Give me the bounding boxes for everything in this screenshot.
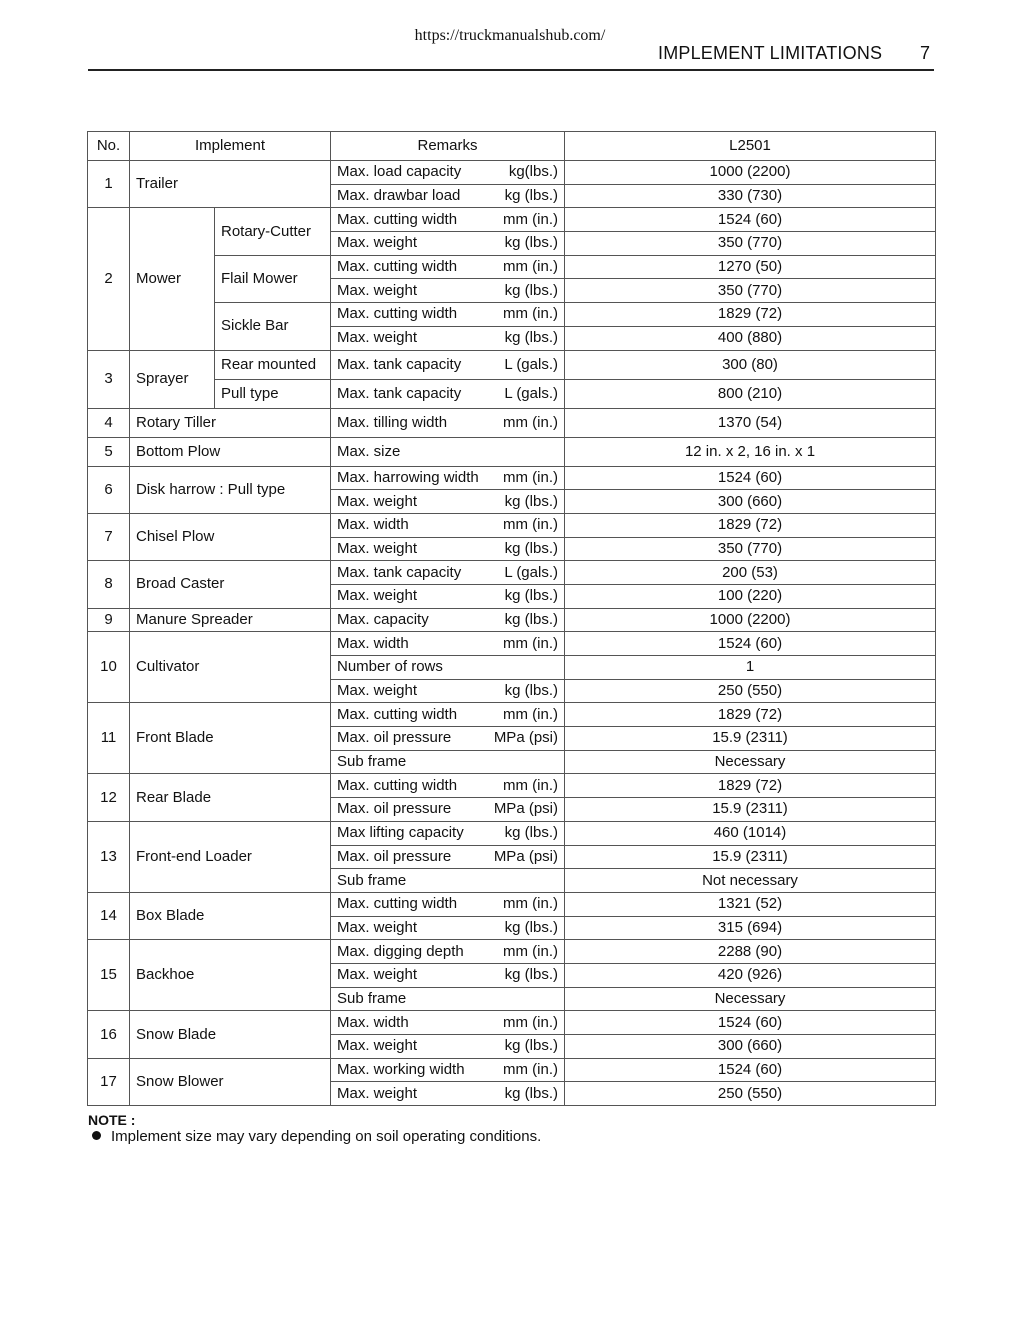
limit-value: 350 (770) (565, 279, 936, 303)
remark-label: Max lifting capacity (337, 824, 464, 842)
remark-label: Max. weight (337, 539, 418, 557)
remark-cell (331, 161, 565, 185)
item-number: 15 (88, 940, 130, 1011)
remark-label: Max. width (337, 634, 409, 652)
implement-name: Snow Blade (130, 1011, 331, 1058)
limit-value: 315 (694) (565, 916, 936, 940)
limit-value: 300 (80) (565, 350, 936, 379)
remark-label: Max. tank capacity (337, 384, 462, 402)
implement-name: Front-end Loader (130, 821, 331, 892)
remark-label: Max. weight (337, 492, 418, 510)
remark-label: Max. cutting width (337, 895, 458, 913)
remark-unit: MPa (psi) (493, 800, 558, 818)
remark-unit: kg (lbs.) (504, 610, 558, 628)
remark-cell (331, 1035, 565, 1059)
remark-cell (331, 208, 565, 232)
remark-cell (331, 255, 565, 279)
item-number: 9 (88, 608, 130, 632)
remark-cell (331, 632, 565, 656)
table-row (88, 379, 936, 408)
remark-cell (331, 656, 565, 680)
remark-label: Max. tank capacity (337, 355, 462, 373)
note-item (92, 1128, 541, 1145)
item-number: 2 (88, 208, 130, 350)
remark-label: Max. working width (337, 1061, 465, 1079)
remark-label: Max. cutting width (337, 258, 458, 276)
bullet-icon (92, 1131, 101, 1140)
remark-cell (331, 513, 565, 537)
remark-unit: mm (in.) (503, 634, 558, 652)
remark-label: Max. weight (337, 329, 418, 347)
remark-cell (331, 350, 565, 379)
table-row (88, 208, 936, 232)
implement-name: Trailer (130, 161, 331, 208)
limit-value: 15.9 (2311) (565, 727, 936, 751)
limit-value: 1000 (2200) (565, 608, 936, 632)
limit-value: 2288 (90) (565, 940, 936, 964)
remark-label: Max. weight (337, 682, 418, 700)
implement-subtype: Flail Mower (215, 255, 331, 302)
remark-cell (331, 940, 565, 964)
limit-value: 1321 (52) (565, 892, 936, 916)
limit-value: 1829 (72) (565, 303, 936, 327)
remark-cell (331, 466, 565, 490)
remark-label: Max. tilling width (337, 413, 448, 431)
limit-value: 1829 (72) (565, 703, 936, 727)
item-number: 6 (88, 466, 130, 513)
implement-subtype: Rotary-Cutter (215, 208, 331, 255)
limit-value: 1524 (60) (565, 1058, 936, 1082)
limit-value: 350 (770) (565, 537, 936, 561)
remark-unit: L (gals.) (504, 563, 558, 581)
col-header-implement: Implement (130, 132, 331, 161)
remark-cell (331, 916, 565, 940)
remark-unit: mm (in.) (503, 413, 558, 431)
remark-unit: kg (lbs.) (504, 539, 558, 557)
remark-cell (331, 490, 565, 514)
remark-cell (331, 798, 565, 822)
remark-unit: kg (lbs.) (504, 918, 558, 936)
remark-unit: L (gals.) (504, 355, 558, 373)
remark-unit: kg (lbs.) (504, 824, 558, 842)
implement-name: Manure Spreader (130, 608, 331, 632)
remark-cell (331, 584, 565, 608)
remark-unit: mm (in.) (503, 1013, 558, 1031)
item-number: 1 (88, 161, 130, 208)
remark-unit: kg (lbs.) (504, 682, 558, 700)
remark-unit: mm (in.) (503, 705, 558, 723)
remark-unit: mm (in.) (503, 468, 558, 486)
remark-label: Max. cutting width (337, 305, 458, 323)
remark-cell (331, 750, 565, 774)
remark-unit: mm (in.) (503, 942, 558, 960)
item-number: 17 (88, 1058, 130, 1105)
remark-label: Max. weight (337, 587, 418, 605)
table-row (88, 703, 936, 727)
remark-unit: kg (lbs.) (504, 966, 558, 984)
table-row (88, 940, 936, 964)
limit-value: 1000 (2200) (565, 161, 936, 185)
table-row (88, 1011, 936, 1035)
remark-label: Max. weight (337, 1084, 418, 1102)
table-row (88, 513, 936, 537)
implement-name: Backhoe (130, 940, 331, 1011)
implement-name: Chisel Plow (130, 513, 331, 560)
remark-cell (331, 892, 565, 916)
table-row (88, 561, 936, 585)
limit-value: 1829 (72) (565, 513, 936, 537)
remark-unit: mm (in.) (503, 1061, 558, 1079)
item-number: 13 (88, 821, 130, 892)
limit-value: 460 (1014) (565, 821, 936, 845)
implement-name: Disk harrow : Pull type (130, 466, 331, 513)
limit-value: 350 (770) (565, 232, 936, 256)
remark-label: Max. oil pressure (337, 800, 452, 818)
table-header-row (88, 132, 936, 161)
remark-unit: mm (in.) (503, 776, 558, 794)
implement-name: Rotary Tiller (130, 408, 331, 437)
remark-unit: mm (in.) (503, 258, 558, 276)
item-number: 5 (88, 437, 130, 466)
remark-label: Max. width (337, 1013, 409, 1031)
remark-cell (331, 232, 565, 256)
remark-cell (331, 437, 565, 466)
table-row (88, 161, 936, 185)
remark-label: Max. cutting width (337, 705, 458, 723)
table-row (88, 408, 936, 437)
implement-subtype: Sickle Bar (215, 303, 331, 350)
remark-cell (331, 703, 565, 727)
implement-limitations-table (87, 131, 936, 1106)
remark-unit: kg (lbs.) (504, 587, 558, 605)
limit-value: 1829 (72) (565, 774, 936, 798)
remark-unit: kg(lbs.) (508, 163, 558, 181)
col-header-remarks: Remarks (331, 132, 565, 161)
remark-cell (331, 379, 565, 408)
table-row (88, 1058, 936, 1082)
remark-label: Max. cutting width (337, 776, 458, 794)
implement-name: Front Blade (130, 703, 331, 774)
item-number: 7 (88, 513, 130, 560)
item-number: 11 (88, 703, 130, 774)
implement-name: Box Blade (130, 892, 331, 939)
remark-label: Sub frame (337, 753, 407, 771)
remark-cell (331, 279, 565, 303)
limit-value: 250 (550) (565, 679, 936, 703)
item-number: 3 (88, 350, 130, 408)
remark-label: Max. tank capacity (337, 563, 462, 581)
remark-label: Max. weight (337, 281, 418, 299)
remark-unit: mm (in.) (503, 516, 558, 534)
limit-value: 300 (660) (565, 490, 936, 514)
remark-cell (331, 303, 565, 327)
limit-value: 1524 (60) (565, 208, 936, 232)
remark-label: Max. weight (337, 918, 418, 936)
remark-cell (331, 184, 565, 208)
col-header-no: No. (88, 132, 130, 161)
remark-unit: L (gals.) (504, 384, 558, 402)
page-number: 7 (920, 43, 931, 63)
table-row (88, 437, 936, 466)
implement-subtype: Pull type (215, 379, 331, 408)
remark-unit: kg (lbs.) (504, 1037, 558, 1055)
remark-unit: kg (lbs.) (504, 234, 558, 252)
note-text: Implement size may vary depending on soil operating conditions. (111, 1128, 542, 1145)
table-row (88, 774, 936, 798)
remark-cell (331, 1011, 565, 1035)
remark-cell (331, 987, 565, 1011)
remark-label: Max. weight (337, 234, 418, 252)
remark-label: Max. weight (337, 1037, 418, 1055)
remark-label: Max. weight (337, 966, 418, 984)
remark-unit: kg (lbs.) (504, 187, 558, 205)
limit-value: 100 (220) (565, 584, 936, 608)
remark-cell (331, 845, 565, 869)
limit-value: 300 (660) (565, 1035, 936, 1059)
table-row (88, 255, 936, 279)
remark-label: Max. load capacity (337, 163, 462, 181)
note-heading: NOTE : (88, 1112, 136, 1128)
table-row (88, 303, 936, 327)
implement-name: Broad Caster (130, 561, 331, 608)
limit-value: Not necessary (565, 869, 936, 893)
limit-value: 15.9 (2311) (565, 798, 936, 822)
remark-unit: mm (in.) (503, 305, 558, 323)
limit-value: 12 in. x 2, 16 in. x 1 (565, 437, 936, 466)
limit-value: 250 (550) (565, 1082, 936, 1106)
source-url: https://truckmanualshub.com/ (414, 27, 606, 44)
limit-value: 200 (53) (565, 561, 936, 585)
remark-cell (331, 774, 565, 798)
implement-name: Cultivator (130, 632, 331, 703)
remark-label: Number of rows (337, 658, 443, 676)
remark-unit: MPa (psi) (493, 729, 558, 747)
remark-unit: kg (lbs.) (504, 329, 558, 347)
limit-value: 1524 (60) (565, 1011, 936, 1035)
remark-label: Max. width (337, 516, 409, 534)
limit-value: 330 (730) (565, 184, 936, 208)
implement-name: Bottom Plow (130, 437, 331, 466)
remark-unit: kg (lbs.) (504, 1084, 558, 1102)
remark-cell (331, 561, 565, 585)
table-row (88, 608, 936, 632)
limit-value: Necessary (565, 750, 936, 774)
item-number: 8 (88, 561, 130, 608)
remark-label: Max. digging depth (337, 942, 464, 960)
remark-cell (331, 679, 565, 703)
remark-unit: mm (in.) (503, 895, 558, 913)
table-row (88, 466, 936, 490)
remark-label: Sub frame (337, 871, 407, 889)
remark-label: Max. drawbar load (337, 187, 461, 205)
remark-cell (331, 1082, 565, 1106)
limit-value: 800 (210) (565, 379, 936, 408)
table-row (88, 350, 936, 379)
implement-subtype: Rear mounted (215, 350, 331, 379)
remark-label: Max. cutting width (337, 210, 458, 228)
limit-value: 1524 (60) (565, 466, 936, 490)
remark-label: Max. capacity (337, 610, 429, 628)
item-number: 10 (88, 632, 130, 703)
implement-name: Sprayer (130, 350, 215, 408)
col-header-model: L2501 (565, 132, 936, 161)
remark-label: Max. harrowing width (337, 468, 479, 486)
item-number: 16 (88, 1011, 130, 1058)
remark-cell (331, 408, 565, 437)
limit-value: 1524 (60) (565, 632, 936, 656)
remark-cell (331, 869, 565, 893)
remark-cell (331, 608, 565, 632)
remark-label: Max. size (337, 442, 401, 460)
table-row (88, 821, 936, 845)
limit-value: 1270 (50) (565, 255, 936, 279)
remark-unit: kg (lbs.) (504, 281, 558, 299)
limit-value: 1370 (54) (565, 408, 936, 437)
limit-value: 15.9 (2311) (565, 845, 936, 869)
remark-label: Max. oil pressure (337, 847, 452, 865)
implement-name: Snow Blower (130, 1058, 331, 1105)
item-number: 4 (88, 408, 130, 437)
table-row (88, 632, 936, 656)
remark-cell (331, 326, 565, 350)
remark-cell (331, 821, 565, 845)
header-rule (88, 69, 934, 71)
implement-name: Mower (130, 208, 215, 350)
page-title: IMPLEMENT LIMITATIONS (658, 43, 883, 63)
remark-label: Sub frame (337, 989, 407, 1007)
remark-cell (331, 537, 565, 561)
limit-value: 1 (565, 656, 936, 680)
limit-value: 400 (880) (565, 326, 936, 350)
remark-unit: MPa (psi) (493, 847, 558, 865)
remark-cell (331, 727, 565, 751)
table-row (88, 892, 936, 916)
remark-unit: mm (in.) (503, 210, 558, 228)
limit-value: Necessary (565, 987, 936, 1011)
remark-cell (331, 963, 565, 987)
item-number: 14 (88, 892, 130, 939)
remark-unit: kg (lbs.) (504, 492, 558, 510)
limit-value: 420 (926) (565, 963, 936, 987)
remark-cell (331, 1058, 565, 1082)
implement-name: Rear Blade (130, 774, 331, 821)
remark-label: Max. oil pressure (337, 729, 452, 747)
item-number: 12 (88, 774, 130, 821)
